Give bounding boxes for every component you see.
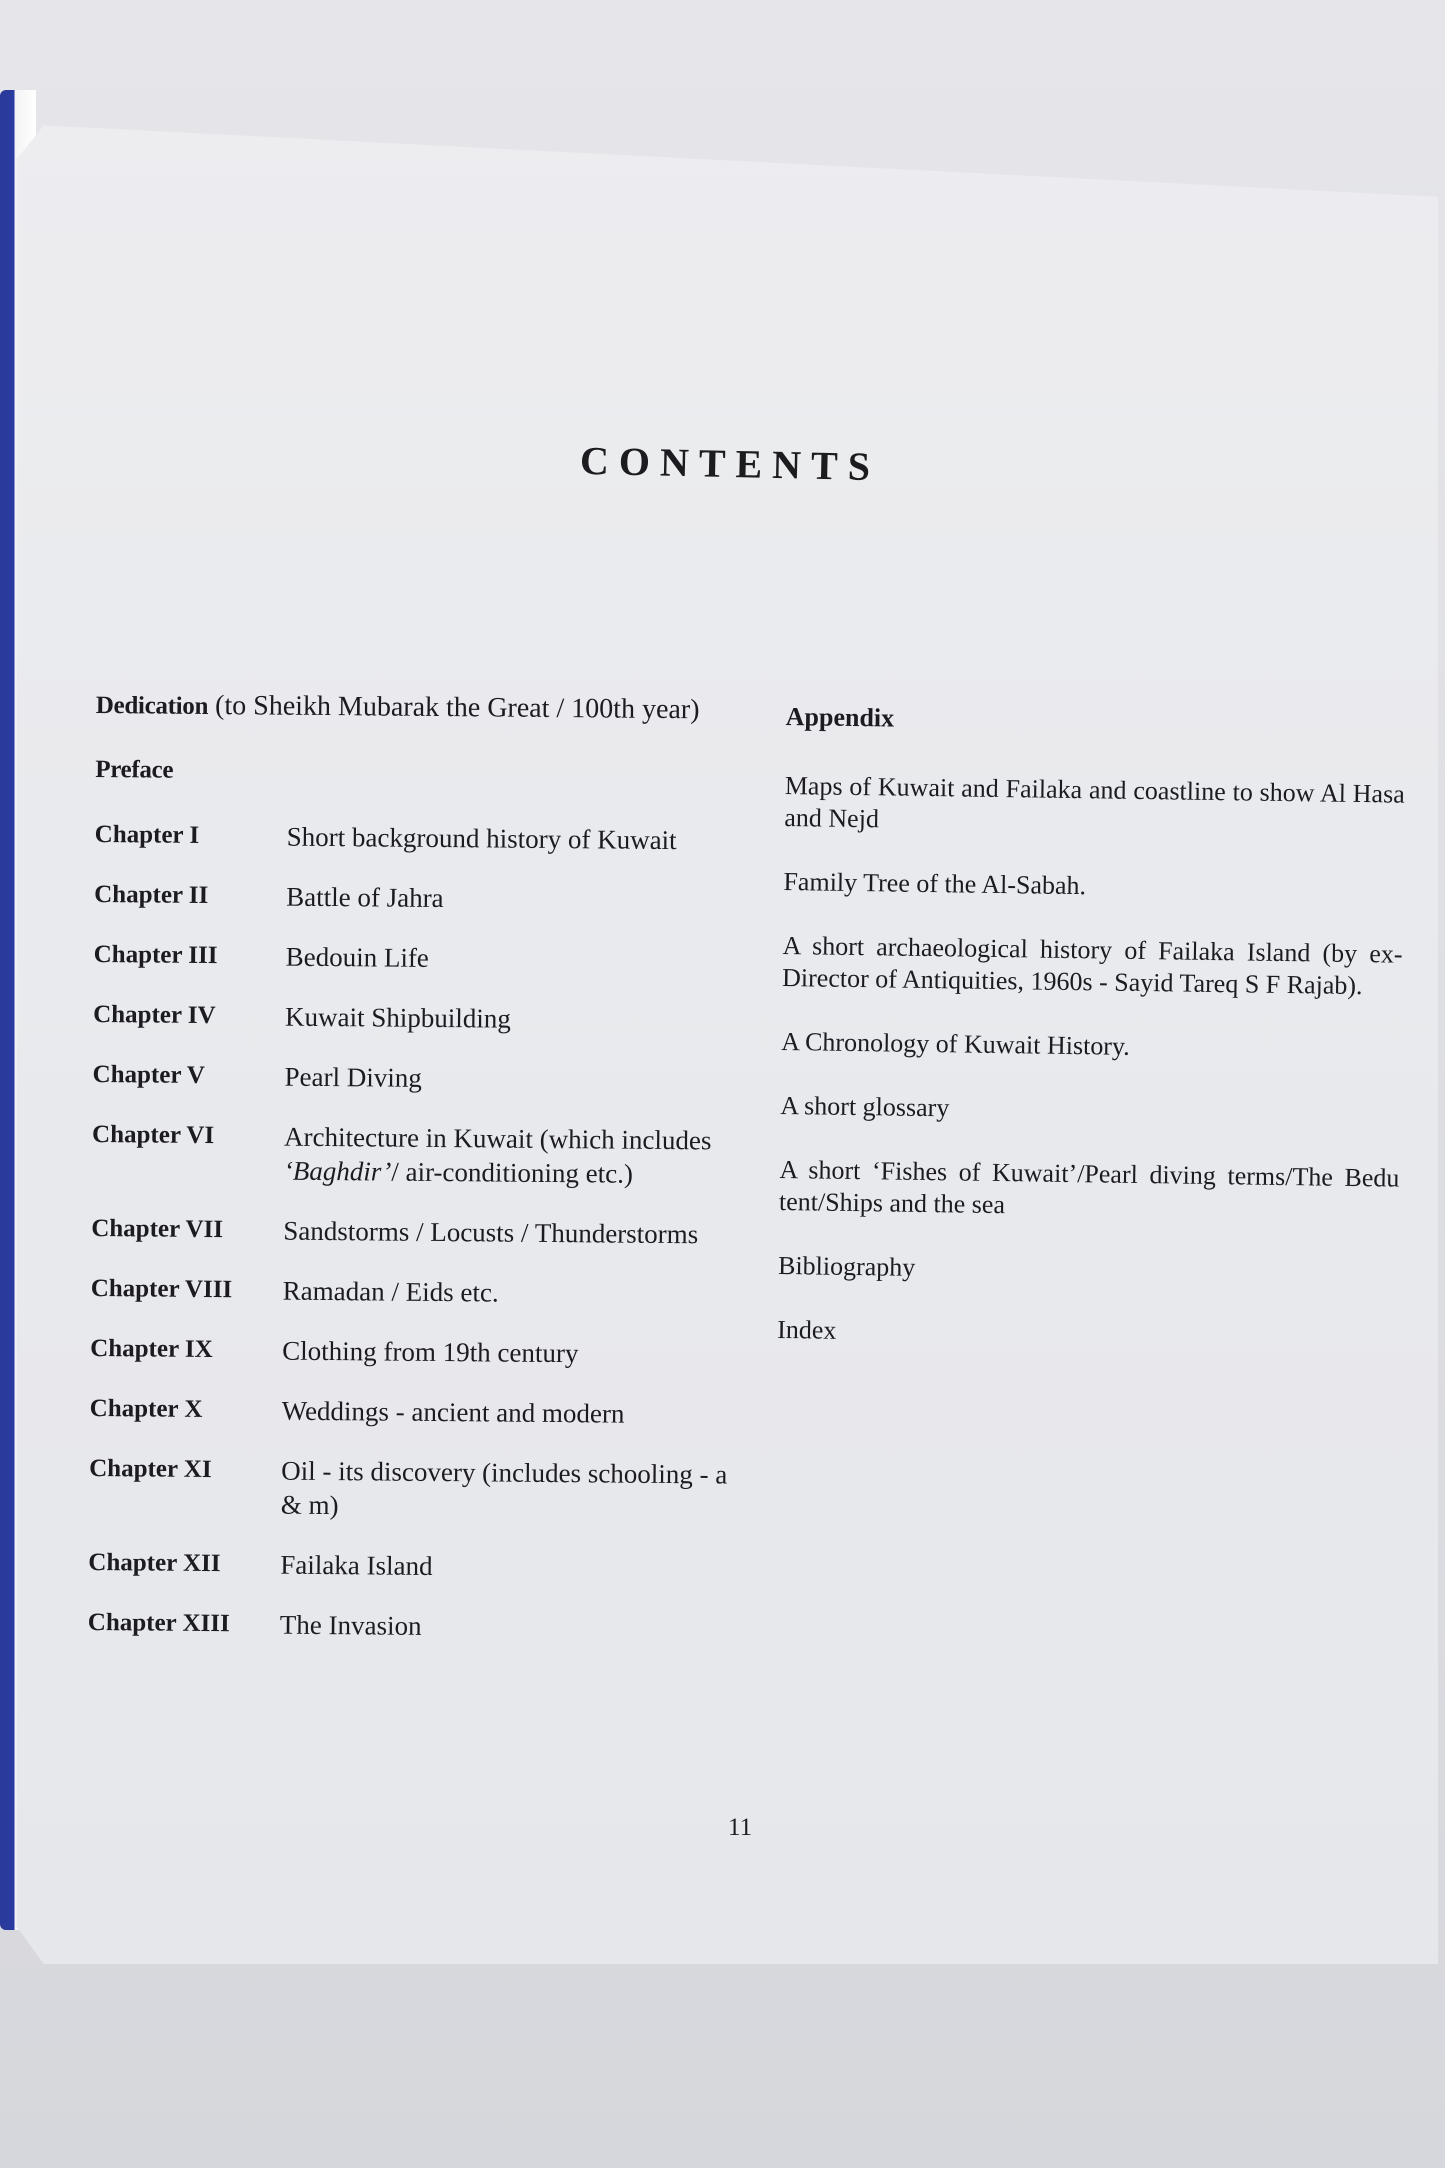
chapter-label: Chapter I (94, 820, 200, 849)
chapter-title (284, 1120, 733, 1192)
chapter-title: The Invasion (279, 1609, 422, 1641)
dedication-entry (96, 688, 736, 729)
appendix-item: Bibliography (777, 1250, 916, 1282)
dedication-text: (to Sheikh Mubarak the Great / 100th year) (207, 689, 700, 726)
chapter-label: Chapter XI (89, 1454, 212, 1484)
appendix-item: A Chronology of Kuwait History. (781, 1026, 1130, 1061)
appendix-item: Maps of Kuwait and Failaka and coastline to show Al Hasa and Nejd (784, 770, 1405, 834)
chapter-title: Oil - its discovery (includes schooling - a & m) (280, 1455, 728, 1521)
chapter-label: Chapter V (92, 1060, 206, 1089)
chapter-row (90, 1332, 730, 1372)
appendix-item: Family Tree of the Al-Sabah. (783, 866, 1087, 901)
chapter-title: Pearl Diving (284, 1061, 422, 1093)
chapter-row (89, 1452, 730, 1526)
chapter-row (88, 1606, 728, 1646)
chapter-title: Short background history of Kuwait (286, 821, 677, 856)
dedication-label: Dedication (95, 691, 209, 720)
toc-right-column (777, 700, 1406, 1387)
chapter-label: Chapter XIII (87, 1608, 230, 1638)
chapter-title-part: Architecture in Kuwait (which includes (283, 1121, 712, 1156)
chapter-label: Chapter III (93, 940, 218, 970)
appendix-item: A short archaeological history of Failaka Island (by ex-Director of Antiquities, 1960s - Sayid Tareq S F Rajab). (781, 930, 1403, 1001)
page-title: CONTENTS (579, 437, 881, 490)
chapter-row (91, 1272, 731, 1312)
chapter-label: Chapter VII (91, 1214, 224, 1244)
chapter-label: Chapter IX (90, 1334, 213, 1364)
chapter-title: Weddings - ancient and modern (281, 1395, 625, 1429)
appendix-heading: Appendix (785, 701, 895, 733)
chapter-title: Bedouin Life (285, 941, 430, 973)
preface-entry (95, 753, 735, 796)
chapter-title-italic: ‘Baghdir’ (283, 1155, 392, 1187)
chapter-row (93, 998, 733, 1038)
chapter-row (90, 1392, 730, 1432)
page-number: 11 (728, 1814, 753, 1841)
chapter-title-part: / air-conditioning etc.) (391, 1156, 634, 1189)
preface-label: Preface (95, 755, 174, 784)
chapter-title: Kuwait Shipbuilding (285, 1001, 512, 1034)
chapter-row (95, 818, 735, 858)
appendix-item: A short ‘Fishes of Kuwait’/Pearl diving terms/The Bedu tent/Ships and the sea (778, 1154, 1400, 1220)
chapter-row (88, 1546, 728, 1586)
chapter-label: Chapter XII (88, 1548, 221, 1578)
chapter-title: Ramadan / Eids etc. (282, 1275, 499, 1308)
toc-left-column (87, 688, 736, 1672)
chapter-label: Chapter IV (93, 1000, 216, 1030)
chapter-row (92, 1058, 732, 1098)
chapter-row (94, 878, 734, 918)
appendix-item: A short glossary (780, 1090, 950, 1123)
chapter-label: Chapter VI (91, 1120, 215, 1150)
chapter-row (91, 1212, 731, 1252)
chapter-title: Failaka Island (280, 1549, 433, 1581)
chapter-title: Battle of Jahra (286, 881, 444, 914)
chapter-title: Sandstorms / Locusts / Thunderstorms (283, 1215, 699, 1250)
chapter-label: Chapter II (94, 880, 209, 909)
chapter-label: Chapter X (89, 1394, 203, 1423)
chapter-label: Chapter VIII (90, 1274, 233, 1304)
chapter-row (94, 938, 734, 978)
appendix-item: Index (777, 1314, 837, 1345)
chapter-row (92, 1118, 733, 1192)
chapter-title: Clothing from 19th century (282, 1335, 579, 1369)
